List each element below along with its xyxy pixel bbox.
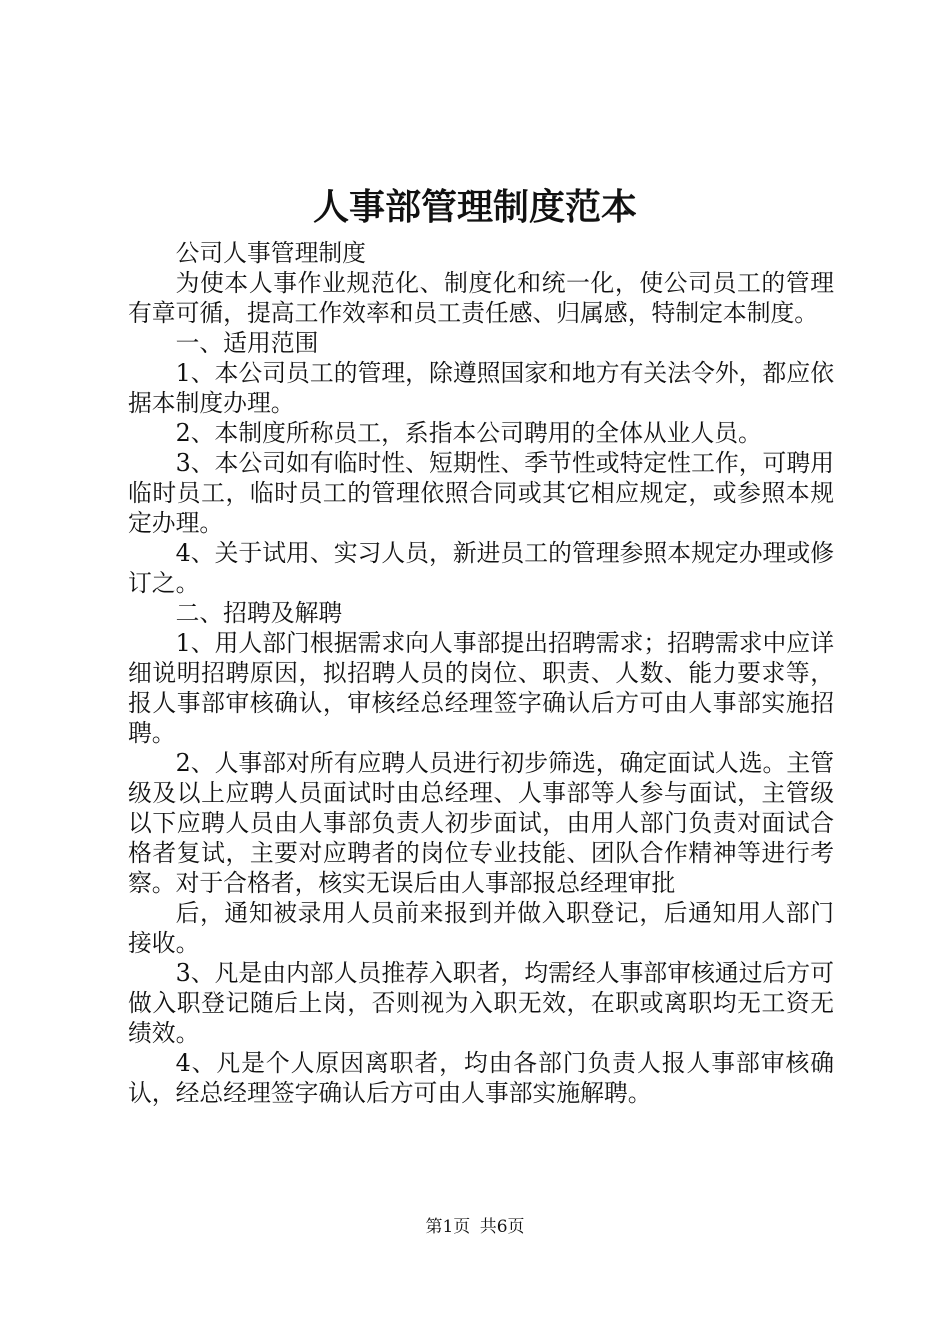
- paragraph: 4、关于试用、实习人员，新进员工的管理参照本规定办理或修订之。: [128, 539, 834, 597]
- paragraph: 后，通知被录用人员前来报到并做入职登记，后通知用人部门接收。: [128, 899, 834, 957]
- paragraph: 为使本人事作业规范化、制度化和统一化，使公司员工的管理有章可循，提高工作效率和员工责任感、归属感，特制定本制度。: [128, 269, 834, 327]
- document-body: [128, 238, 834, 1108]
- paragraph: 3、凡是由内部人员推荐入职者，均需经人事部审核通过后方可做入职登记随后上岗，否则视为入职无效，在职或离职均无工资无绩效。: [128, 959, 834, 1047]
- paragraph: 2、本制度所称员工，系指本公司聘用的全体从业人员。: [175, 419, 762, 447]
- paragraph: 4、凡是个人原因离职者，均由各部门负责人报人事部审核确认，经总经理签字确认后方可由人事部实施解聘。: [128, 1049, 834, 1107]
- paragraph: 2、人事部对所有应聘人员进行初步筛选，确定面试人选。主管级及以上应聘人员面试时由总经理、人事部等人参与面试，主管级以下应聘人员由人事部负责人初步面试，由用人部门负责对面试合格者复试，主要对应聘者的岗位专业技能、团队合作精神等进行考察。对于合格者，核实无误后由人事部报总经理审批: [128, 749, 834, 897]
- page-total: 共6页: [479, 1217, 525, 1237]
- paragraph: 1、本公司员工的管理，除遵照国家和地方有关法令外，都应依据本制度办理。: [128, 359, 834, 417]
- page-number: 第1页: [425, 1217, 471, 1237]
- document-title: 人事部管理制度范本: [312, 187, 637, 228]
- section-heading-recruitment: 二、招聘及解聘: [175, 599, 343, 627]
- paragraph: 3、本公司如有临时性、短期性、季节性或特定性工作，可聘用临时员工，临时员工的管理依照合同或其它相应规定，或参照本规定办理。: [128, 449, 834, 537]
- paragraph-heading: 公司人事管理制度: [175, 239, 366, 267]
- page-footer: [0, 1216, 950, 1238]
- section-heading-scope: 一、适用范围: [175, 329, 319, 357]
- paragraph: 1、用人部门根据需求向人事部提出招聘需求；招聘需求中应详细说明招聘原因，拟招聘人员的岗位、职责、人数、能力要求等，报人事部审核确认，审核经总经理签字确认后方可由人事部实施招聘。: [128, 629, 834, 747]
